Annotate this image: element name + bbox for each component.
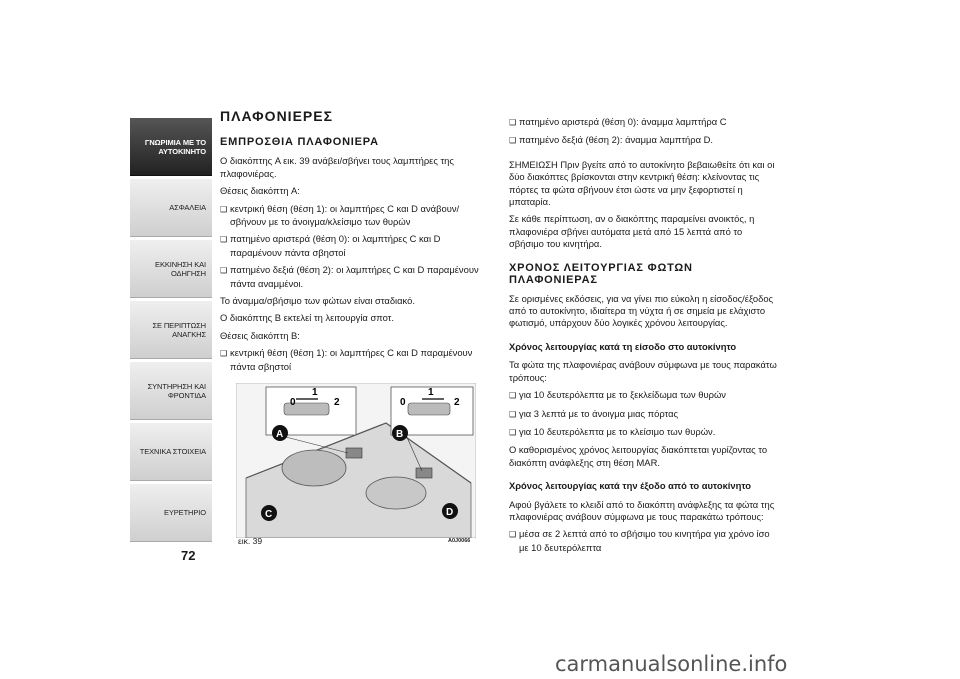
watermark: carmanualsonline.info [555,652,788,676]
paragraph: Θέσεις διακόπτη A: [220,185,300,197]
figure-caption: εικ. 39 [238,536,263,546]
switch-a [346,448,362,458]
page-title: ΠΛΑΦΟΝΙΕΡΕΣ [220,108,333,124]
left-column [220,110,492,378]
ceiling-light-illustration [236,383,476,538]
pos-1-label-a: 1 [312,387,318,398]
page-number: 72 [181,548,196,563]
switch-b [416,468,432,478]
ceiling-light-figure [236,383,476,543]
callout-a-label: A [276,429,284,440]
section-title-timing: ΧΡΟΝΟΣ ΛΕΙΤΟΥΡΓΙΑΣ ΦΩΤΩΝ ΠΛΑΦΟΝΙΕΡΑΣ [509,261,693,286]
list-item: ❑ κεντρική θέση (θέση 1): οι λαμπτήρες C και D ανάβουν/σβήνουν με το άνοιγμα/κλείσιμο των θυρών [220,203,492,229]
chapter-sidebar [130,118,212,545]
paragraph: Ο καθορισμένος χρόνος λειτουργίας διακόπτεται γυρίζοντας το διακόπτη ανάφλεξης στη θέση MAR. [509,444,768,468]
tab-maintenance[interactable]: ΣΥΝΤΗΡΗΣΗ ΚΑΙ ΦΡΟΝΤΙΔΑ [130,362,212,420]
paragraph: Θέσεις διακόπτη B: [220,329,300,341]
list-item: ❑ πατημένο δεξιά (θέση 2): άναμμα λαμπτήρα D. [509,134,779,147]
callout-d-label: D [446,507,454,518]
pos-0-label-b: 0 [400,397,406,408]
paragraph: Σε κάθε περίπτωση, αν ο διακόπτης παραμείνει ανοικτός, η πλαφονιέρα σβήνει αυτόματα μετά από 15 λεπτά από το σβήσιμο του κινητήρα. [509,213,755,250]
subsection-title-entry: Χρόνος λειτουργίας κατά τη είσοδο στο αυτοκίνητο [509,340,737,352]
list-item: ❑ για 3 λεπτά με το άνοιγμα μιας πόρτας [509,408,779,421]
list-item: ❑ για 10 δευτερόλεπτα με το κλείσιμο των θυρών. [509,426,779,439]
paragraph: Αφού βγάλετε το κλειδί από το διακόπτη ανάφλεξης τα φώτα της πλαφονιέρας ανάβουν σύμφωνα με τους παρακάτω τρόπους: [509,498,775,522]
lamp-d-lens [366,477,426,509]
pos-0-label-a: 0 [290,397,296,408]
list-item: ❑ πατημένο αριστερά (θέση 0): άναμμα λαμπτήρα C [509,116,779,129]
paragraph: Τα φώτα της πλαφονιέρας ανάβουν σύμφωνα με τους παρακάτω τρόπους: [509,359,777,383]
tab-getting-to-know[interactable]: ΓΝΩΡΙΜΙΑ ΜΕ ΤΟ ΑΥΤΟΚΙΝΗΤΟ [130,118,212,176]
lamp-c-lens [282,450,346,486]
tab-starting-driving[interactable]: ΕΚΚΙΝΗΣΗ ΚΑΙ ΟΔΗΓΗΣΗ [130,240,212,298]
pos-2-label-b: 2 [454,397,460,408]
pos-2-label-a: 2 [334,397,340,408]
tab-emergency[interactable]: ΣΕ ΠΕΡΙΠΤΩΣΗ ΑΝΑΓΚΗΣ [130,301,212,359]
list-item: ❑ μέσα σε 2 λεπτά από το σβήσιμο του κινητήρα για χρόνο ίσο με 10 δευτερόλεπτα [509,528,779,554]
tab-safety[interactable]: ΑΣΦΑΛΕΙΑ [130,179,212,237]
paragraph: Το άναμμα/σβήσιμο των φώτων είναι σταδιακό. [220,295,415,307]
callout-b-label: B [396,429,404,440]
callout-c-label: C [265,509,273,520]
pos-1-label-b: 1 [428,387,434,398]
subsection-title-exit: Χρόνος λειτουργίας κατά την έξοδο από το αυτοκίνητο [509,480,751,492]
section-title-front-light: ΕΜΠΡΟΣΘΙΑ ΠΛΑΦΟΝΙΕΡΑ [220,136,379,149]
list-item: ❑ κεντρική θέση (θέση 1): οι λαμπτήρες C και D παραμένουν πάντα σβηστοί [220,347,492,373]
paragraph: Σε ορισμένες εκδόσεις, για να γίνει πιο εύκολη η είσοδος/έξοδος από το αυτοκίνητο, ιδιαίτερα τη νύχτα ή σε σημεία με ελάχιστο φωτισμό, υπάρχουν δύο λογικές χρόνου λειτουργίας. [509,292,774,329]
list-item: ❑ για 10 δευτερόλεπτα με το ξεκλείδωμα των θυρών [509,389,779,402]
tab-index[interactable]: ΕΥΡΕΤΗΡΙΟ [130,484,212,542]
paragraph: Ο διακόπτης B εκτελεί τη λειτουργία σποτ. [220,312,394,324]
right-column [509,116,779,559]
note-paragraph: ΣΗΜΕΙΩΣΗ Πριν βγείτε από το αυτοκίνητο βεβαιωθείτε ότι και οι δύο διακόπτες βρίσκονται στην κεντρική θέση: κλείνοντας τις πόρτες τα φώτα σβήνουν έτσι ώστε να μην ξεφορτιστεί η μπαταρία. [509,158,775,208]
list-item: ❑ πατημένο αριστερά (θέση 0): οι λαμπτήρες C και D παραμένουν πάντα σβηστοί [220,233,492,259]
tab-technical-data[interactable]: ΤΕΧΝΙΚΑ ΣΤΟΙΧΕΙΑ [130,423,212,481]
list-item: ❑ πατημένο δεξιά (θέση 2): οι λαμπτήρες C και D παραμένουν πάντα αναμμένοι. [220,264,492,290]
paragraph: Ο διακόπτης A εικ. 39 ανάβει/σβήνει τους λαμπτήρες της πλαφονιέρας. [220,155,454,179]
figure-code: A0J0066 [448,538,471,544]
